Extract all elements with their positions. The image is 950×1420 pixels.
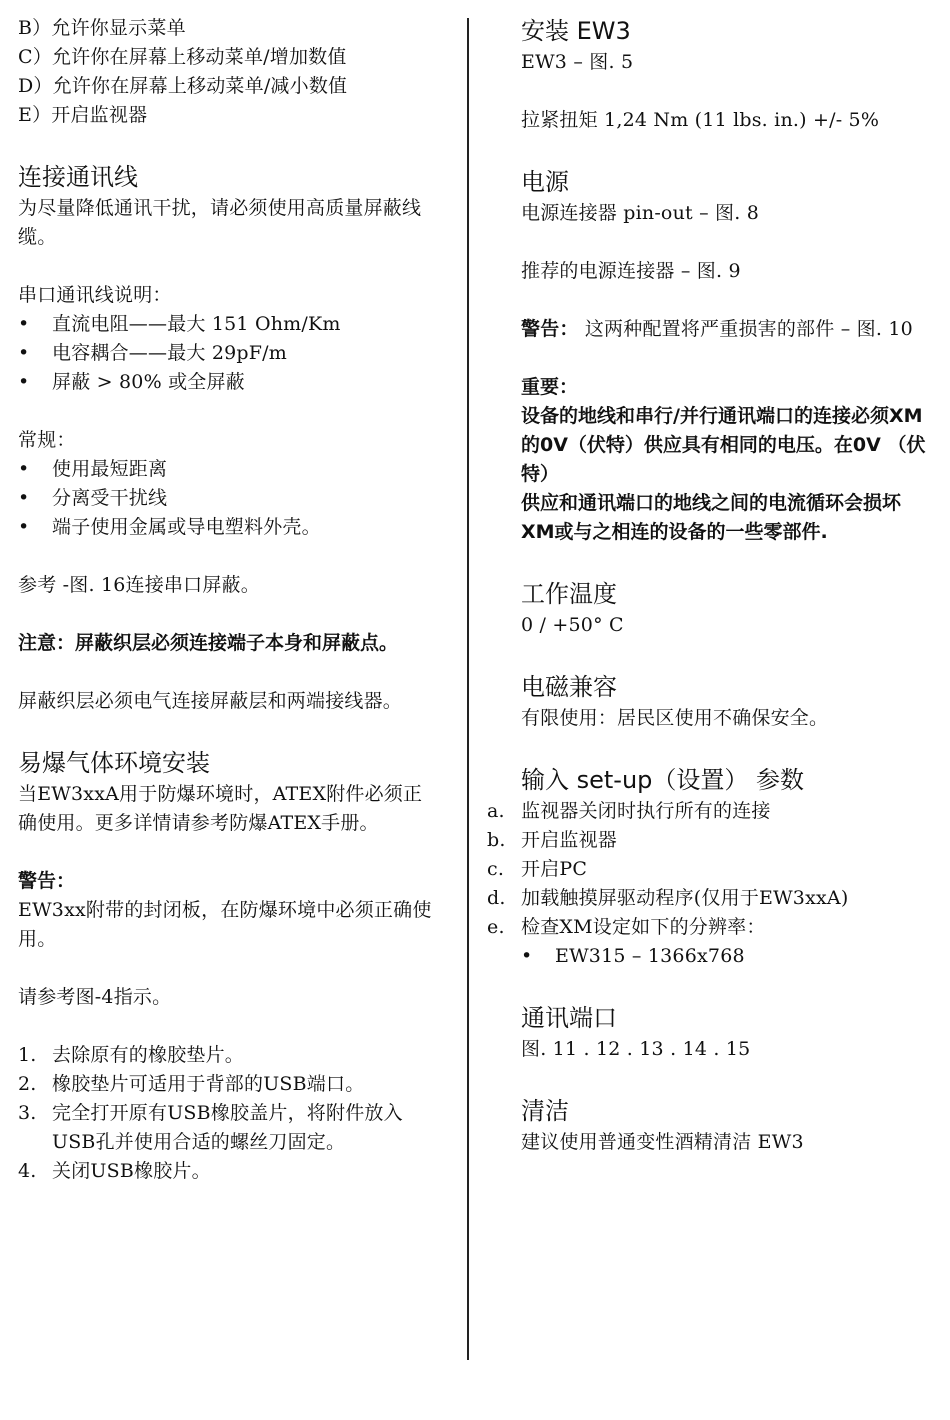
- paragraph: EW3xx附带的封闭板，在防爆环境中必须正确使用。: [18, 899, 432, 950]
- bullet-icon: [18, 310, 52, 339]
- paragraph: 电源连接器 pin-out – 图. 8: [521, 202, 759, 224]
- list-item: 3. 完全打开原有USB橡胶盖片，将附件放入USB孔并使用合适的螺丝刀固定。: [18, 1102, 403, 1153]
- paragraph: 建议使用普通变性酒精清洁 EW3: [521, 1131, 804, 1153]
- section-title-cleaning: 清洁: [521, 1097, 569, 1125]
- section-title-install: 安装 EW3: [521, 17, 631, 45]
- note-text: 注意：屏蔽织层必须连接端子本身和屏蔽点。: [18, 632, 399, 654]
- list-item: • EW315 – 1366x768: [521, 942, 926, 971]
- list-item: C）允许你在屏幕上移动菜单/增加数值: [18, 46, 347, 68]
- list-item: • 直流电阻——最大 151 Ohm/Km: [18, 310, 433, 339]
- section-title-temperature: 工作温度: [521, 580, 617, 608]
- list-item: • 分离受干扰线: [18, 484, 433, 513]
- section-title-power: 电源: [521, 168, 569, 196]
- setup-steps-list: [487, 797, 926, 942]
- bullet-icon: [18, 513, 52, 542]
- paragraph: 推荐的电源连接器 – 图. 9: [521, 260, 741, 282]
- list-item: D）允许你在屏幕上移动菜单/减小数值: [18, 75, 348, 97]
- bullet-icon: [18, 484, 52, 513]
- serial-spec-list: [18, 310, 433, 397]
- section-title-explosive: 易爆气体环境安装: [18, 749, 210, 777]
- bullet-icon: [18, 455, 52, 484]
- torque-spec: 拉紧扭矩 1,24 Nm (11 lbs. in.) +/- 5%: [521, 109, 880, 131]
- column-divider: [467, 18, 469, 1360]
- steps-list: [18, 1041, 433, 1186]
- important-label: 重要：: [521, 376, 579, 398]
- section-title-emc: 电磁兼容: [521, 673, 617, 701]
- paragraph: EW3 – 图. 5: [521, 51, 634, 73]
- figure-reference: 请参考图-4指示。: [18, 986, 172, 1008]
- warning-label: 警告：: [18, 870, 76, 892]
- section-title-communication: 连接通讯线: [18, 163, 138, 191]
- section-title-ports: 通讯端口: [521, 1004, 617, 1032]
- figure-reference: 参考 -图. 16连接串口屏蔽。: [18, 574, 260, 596]
- right-column: [487, 14, 926, 1157]
- left-column: [18, 14, 433, 1186]
- warning-label: 警告：: [521, 318, 579, 340]
- general-list: [18, 455, 433, 542]
- list-item: • 使用最短距离: [18, 455, 433, 484]
- bullet-icon: [18, 339, 52, 368]
- paragraph: 有限使用：居民区使用不确保安全。: [521, 707, 829, 729]
- intro-list: [18, 14, 433, 130]
- list-item: c. 开启PC: [487, 858, 588, 880]
- list-item: 4. 关闭USB橡胶片。: [18, 1160, 211, 1182]
- list-item: e. 检查XM设定如下的分辨率：: [487, 916, 766, 938]
- list-item: 2. 橡胶垫片可适用于背部的USB端口。: [18, 1073, 365, 1095]
- temperature-range: 0 / +50° C: [521, 614, 624, 636]
- serial-label: 串口通讯线说明：: [18, 284, 172, 306]
- list-item: d. 加载触摸屏驱动程序(仅用于EW3xxA): [487, 887, 849, 909]
- resolution-list: [521, 942, 926, 971]
- list-item: a. 监视器关闭时执行所有的连接: [487, 800, 771, 822]
- list-item: 1. 去除原有的橡胶垫片。: [18, 1044, 245, 1066]
- bullet-icon: [18, 368, 52, 397]
- warning-paragraph: 警告： 这两种配置将严重损害的部件 – 图. 10: [521, 318, 913, 340]
- list-item: • 端子使用金属或导电塑料外壳。: [18, 513, 433, 542]
- paragraph: 屏蔽织层必须电气连接屏蔽层和两端接线器。: [18, 690, 403, 712]
- bullet-icon: [521, 942, 555, 971]
- general-label: 常规：: [18, 429, 76, 451]
- important-text: 供应和通讯端口的地线之间的电流循环会损坏XM或与之相连的设备的一些零部件.: [521, 492, 902, 543]
- list-item: • 电容耦合——最大 29pF/m: [18, 339, 433, 368]
- important-text: 设备的地线和串行/并行通讯端口的连接必须XM的0V（伏特）供应具有相同的电压。在0V （伏特）: [521, 405, 926, 485]
- list-item: E）开启监视器: [18, 104, 148, 126]
- paragraph: 当EW3xxA用于防爆环境时，ATEX附件必须正确使用。更多详情请参考防爆ATEX手册。: [18, 783, 423, 834]
- paragraph: 为尽量降低通讯干扰，请必须使用高质量屏蔽线缆。: [18, 197, 422, 248]
- list-item: b. 开启监视器: [487, 829, 618, 851]
- list-item: B）允许你显示菜单: [18, 17, 186, 39]
- figure-reference: 图. 11 . 12 . 13 . 14 . 15: [521, 1038, 751, 1060]
- list-item: • 屏蔽 > 80% 或全屏蔽: [18, 368, 433, 397]
- section-title-setup: 输入 set-up（设置） 参数: [521, 766, 805, 794]
